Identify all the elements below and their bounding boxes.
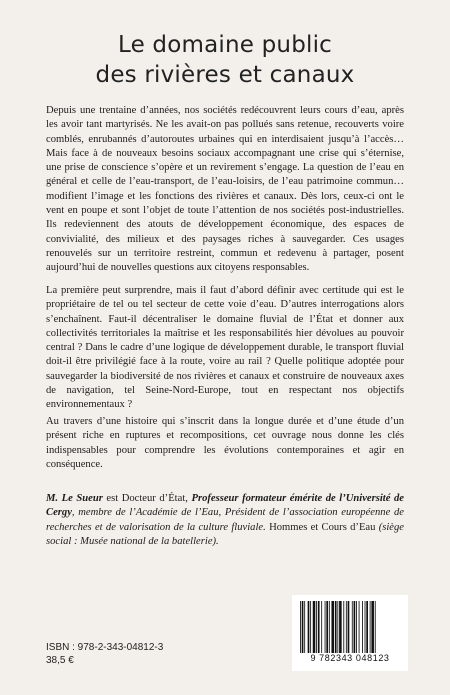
- barcode-bar: [352, 601, 353, 653]
- barcode-bar: [365, 601, 366, 653]
- barcode-bar: [300, 601, 301, 653]
- barcode-bar: [337, 601, 338, 653]
- blurb-paragraph-2: La première peut surprendre, mais il faut d’abord définir avec certitude qui est le propriétaire de tel ou tel secteur de cette voie d’eau. D’autres interrogations alors s’enchaînent. Faut-il décentraliser le domaine fluvial de l’État et donner aux collectivités territoriales la maîtrise et les responsabilités hier dévolues au pouvoir central ? Dans le cadre d’une logique de développement durable, le transport fluvial doit-il être privilégié face à la route, voire au rail ? Quelle politique adoptée pour sauvegarder la biodiversité de nos rivières et canaux et construire de nouveaux axes de navigation, tel Seine-Nord-Europe, tout en respectant nos objectifs environnementaux ?: [46, 285, 404, 411]
- barcode-bar: [354, 601, 356, 653]
- barcode-bar: [348, 601, 350, 653]
- barcode-bar: [366, 601, 368, 653]
- barcode-bar: [318, 601, 320, 653]
- author-role: Professeur formateur émérite de l’Université de Cergy: [46, 493, 404, 519]
- blurb-paragraph-3: Au travers d’une histoire qui s’inscrit dans la longue durée et d’une étude d’un présent riche en ruptures et recompositions, cet ouvrage nous donne les clés indispensables pour comprendre les évolutions contemporaines et agir en conséquence.: [46, 416, 404, 470]
- barcode-bar: [356, 601, 357, 653]
- isbn-block: [46, 641, 163, 667]
- barcode-bars: [300, 601, 400, 653]
- barcode-bar: [370, 601, 371, 653]
- barcode-bar: [331, 601, 334, 653]
- author-org: Hommes et Cours d’Eau: [269, 521, 376, 533]
- barcode-bar: [335, 601, 337, 653]
- barcode-bar: [321, 601, 322, 653]
- barcode-bar: [310, 601, 311, 653]
- author-bio: [46, 492, 404, 549]
- barcode-bar: [343, 601, 344, 653]
- blurb-paragraph-1: Depuis une trentaine d’années, nos sociétés redécouvrent leurs cours d’eau, après les avoir tant martyrisés. Ne les avait-on pas pollués sans retenue, recouverts voire comblés, enrubannés d’autoroutes urbaines qui en interdisaient jusqu’à l’accès… Mais face à de nouveaux besoins sociaux accompagnant une crise qui s’éternise, une prise de conscience s’opère et un revirement s’engage. La question de l’eau en général et celle de l’eau-transport, de l’eau-loisirs, de l’eau patrimoine commun… modifient l’image et les fonctions des rivières et canaux. Dès lors, ceux-ci ont le vent en poupe et sont l’objet de toute l’attention de nos sociétés post-industrielles. Ils redeviennent des atouts de développement économique, des espaces de convivialité, des milieux et des paysages riches à sauvegarder. Ces usages renouvelés sur un territoire restreint, commun et redevenu à partager, posent aujourd’hui de nouvelles questions aux citoyens responsables.: [46, 105, 404, 274]
- barcode: [292, 595, 408, 671]
- barcode-bar: [359, 601, 360, 653]
- barcode-bar: [304, 601, 305, 653]
- barcode-bar: [313, 601, 316, 653]
- price: 38,5 €: [46, 655, 74, 666]
- barcode-bar: [339, 601, 342, 653]
- author-bio-part-2: , membre de l’Académie de l’Eau, Président de l’association européenne de recherches et de valorisation de la culture fluviale.: [46, 507, 404, 533]
- barcode-bar: [316, 601, 317, 653]
- isbn-number: ISBN : 978-2-343-04812-3: [46, 642, 164, 653]
- barcode-bar: [329, 601, 330, 653]
- author-bio-part-1: est Docteur d’État,: [102, 493, 192, 504]
- author-bio-part-3: (siège social : Musée national de la batellerie).: [46, 521, 404, 547]
- barcode-bar: [308, 601, 310, 653]
- book-title: [0, 30, 450, 90]
- title-line-2: des rivières et canaux: [95, 62, 355, 88]
- author-name: M. Le Sueur: [46, 493, 103, 504]
- barcode-bar: [326, 601, 328, 653]
- barcode-bar: [346, 601, 347, 653]
- title-line-1: Le domaine public: [117, 32, 333, 58]
- barcode-bar: [375, 601, 376, 653]
- barcode-bar: [362, 601, 363, 653]
- barcode-bar: [371, 601, 374, 653]
- barcode-bar: [302, 601, 304, 653]
- barcode-digits: 9 782343 048123: [310, 653, 390, 663]
- barcode-bar: [325, 601, 326, 653]
